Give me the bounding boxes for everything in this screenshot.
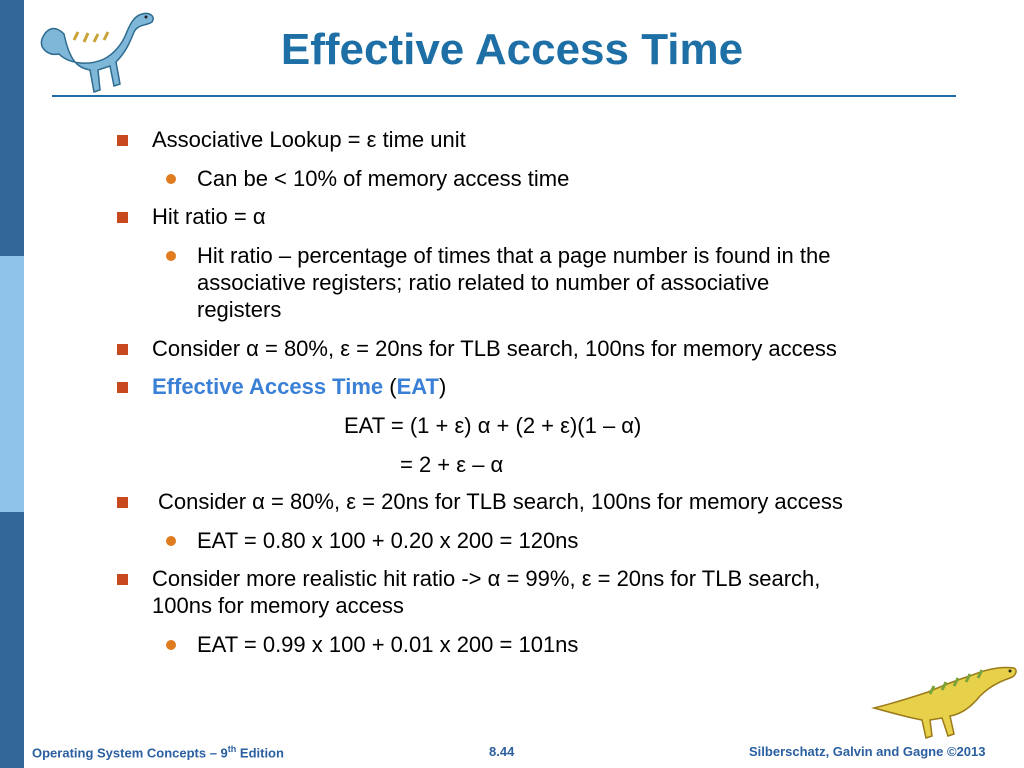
epsilon-symbol: ε bbox=[340, 336, 351, 361]
text: = 20ns for TLB search, 100ns for memory access bbox=[356, 489, 843, 514]
dinosaur-bottom-icon bbox=[870, 658, 1020, 740]
bullet-realistic-hit-ratio-line2: 100ns for memory access bbox=[152, 593, 404, 618]
eat-formula-simplified: = 2 + ε – α bbox=[400, 452, 504, 477]
subbullet-eat-101: EAT = 0.99 x 100 + 0.01 x 200 = 101ns bbox=[197, 632, 579, 657]
subbullet-eat-120: EAT = 0.80 x 100 + 0.20 x 200 = 120ns bbox=[197, 528, 579, 553]
text: Consider more realistic hit ratio -> bbox=[152, 566, 488, 591]
round-bullet-icon bbox=[166, 251, 176, 261]
text: Edition bbox=[236, 745, 284, 761]
round-bullet-icon bbox=[166, 640, 176, 650]
subbullet-hit-ratio-line3: registers bbox=[197, 297, 282, 322]
bullet-consider-2 bbox=[158, 488, 843, 516]
footer-book-title bbox=[32, 744, 284, 760]
alpha-symbol: α bbox=[246, 336, 259, 361]
text: Consider bbox=[152, 336, 247, 361]
text: = 20ns for TLB search, bbox=[591, 566, 821, 591]
footer-authors: Silberschatz, Galvin and Gagne ©2013 bbox=[749, 744, 986, 759]
bullet-associative-lookup bbox=[152, 126, 466, 154]
bullet-consider-1 bbox=[152, 335, 837, 363]
square-bullet-icon bbox=[117, 382, 128, 393]
text: = 20ns for TLB search, 100ns for memory access bbox=[350, 336, 837, 361]
epsilon-symbol: ε bbox=[581, 566, 592, 591]
text: Operating System Concepts – 9 bbox=[32, 745, 228, 761]
square-bullet-icon bbox=[117, 574, 128, 585]
alpha-symbol: α bbox=[252, 489, 265, 514]
footer-page-number: 8.44 bbox=[489, 744, 515, 759]
epsilon-symbol: ε bbox=[366, 127, 377, 152]
text: Consider bbox=[158, 489, 253, 514]
square-bullet-icon bbox=[117, 497, 128, 508]
square-bullet-icon bbox=[117, 212, 128, 223]
subbullet-hit-ratio-line2: associative registers; ratio related to number of associative bbox=[197, 270, 770, 295]
bullet-hit-ratio bbox=[152, 203, 266, 231]
text: = 80%, bbox=[258, 336, 341, 361]
subbullet-less-than-10: Can be < 10% of memory access time bbox=[197, 166, 570, 191]
round-bullet-icon bbox=[166, 536, 176, 546]
text: Associative Lookup = bbox=[152, 127, 367, 152]
text: Hit ratio = bbox=[152, 204, 253, 229]
subbullet-hit-ratio-line1: Hit ratio – percentage of times that a page number is found in the bbox=[197, 243, 831, 268]
epsilon-symbol: ε bbox=[346, 489, 357, 514]
text: ) bbox=[438, 374, 447, 399]
superscript: th bbox=[227, 744, 237, 754]
page-title: Effective Access Time bbox=[280, 25, 744, 74]
bullet-realistic-hit-ratio bbox=[152, 565, 820, 593]
round-bullet-icon bbox=[166, 174, 176, 184]
square-bullet-icon bbox=[117, 135, 128, 146]
bullet-eat-heading bbox=[152, 373, 446, 401]
eat-formula: EAT = (1 + ε) α + (2 + ε)(1 – α) bbox=[344, 413, 642, 438]
alpha-symbol: α bbox=[252, 204, 266, 229]
text: ( bbox=[383, 374, 397, 399]
text: = 99%, bbox=[500, 566, 582, 591]
eat-term: Effective Access Time bbox=[152, 374, 384, 399]
text: = 80%, bbox=[264, 489, 347, 514]
alpha-symbol: α bbox=[487, 566, 501, 591]
eat-acronym: EAT bbox=[396, 374, 439, 399]
square-bullet-icon bbox=[117, 344, 128, 355]
text: time unit bbox=[376, 127, 466, 152]
